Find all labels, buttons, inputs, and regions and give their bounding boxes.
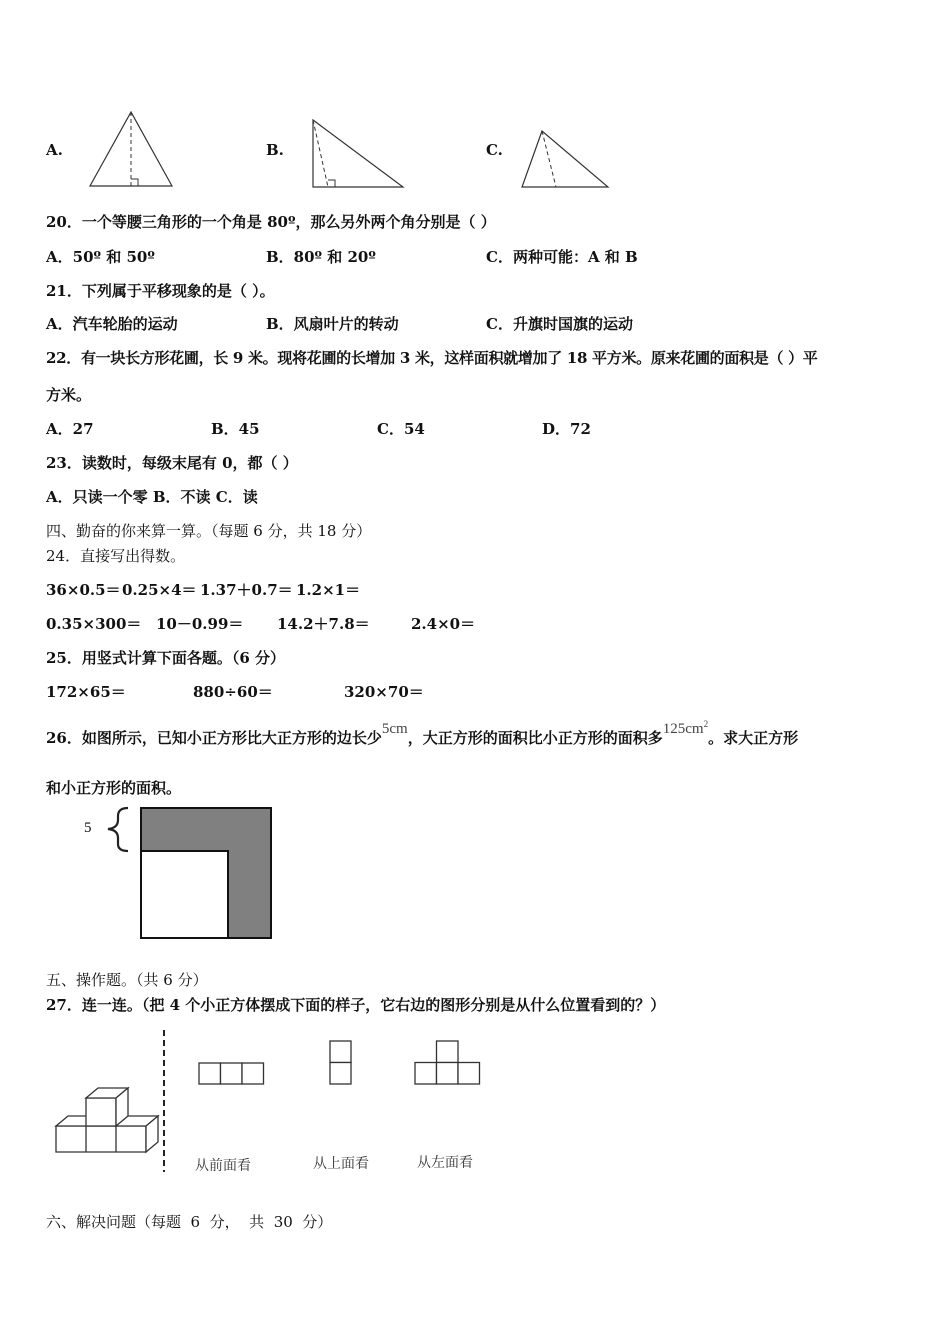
section5-title: 五、操作题。（共 6 分） xyxy=(46,971,208,989)
q27-view-left xyxy=(414,1040,482,1086)
small-square xyxy=(141,851,228,938)
q26-value-125cm-exp: 2 xyxy=(703,719,709,729)
q25-expr: 880÷60＝ xyxy=(193,683,273,701)
q24-expr: 2.4×0＝ xyxy=(411,615,476,633)
q26-figure-label-5: 5 xyxy=(84,820,92,836)
q19-triangle-a xyxy=(88,110,174,190)
q26-text-part2: ，大正方形的面积比小正方形的面积多 xyxy=(407,729,663,747)
q25-expr: 320×70＝ xyxy=(344,683,424,701)
q21-option-c: C．升旗时国旗的运动 xyxy=(486,315,633,333)
q26-stem-line2: 和小正方形的面积。 xyxy=(46,779,182,797)
q27-label-left: 从左面看 xyxy=(417,1155,473,1171)
q22-stem-line2: 方米。 xyxy=(46,386,92,404)
q23-stem: 23．读数时，每级末尾有 0，都（ ） xyxy=(46,454,298,472)
q24-expr: 1.2×1＝ xyxy=(296,581,361,599)
q27-view-front xyxy=(198,1062,266,1086)
q20-stem: 20．一个等腰三角形的一个角是 80º，那么另外两个角分别是（ ） xyxy=(46,213,496,231)
q26-value-125cm-base: 125cm xyxy=(662,721,704,737)
q20-option-a: A．50º 和 50º xyxy=(46,248,155,266)
section6-title: 六、解决问题（每题 6 分， 共 30 分） xyxy=(46,1213,333,1231)
q19-triangle-c xyxy=(520,128,612,190)
q24-expr: 0.25×4＝ xyxy=(122,581,197,599)
q27-stem: 27．连一连。（把 4 个小正方体摆成下面的样子，它右边的图形分别是从什么位置看到的？） xyxy=(46,996,666,1014)
q22-option-c: C．54 xyxy=(377,420,425,438)
q24-stem: 24．直接写出得数。 xyxy=(46,547,186,565)
q27-label-front: 从前面看 xyxy=(195,1158,251,1174)
q24-expr: 36×0.5＝ xyxy=(46,581,121,599)
q25-stem: 25．用竖式计算下面各题。（6 分） xyxy=(46,649,286,667)
q19-triangle-b xyxy=(310,118,406,190)
q27-view-top xyxy=(329,1040,353,1086)
q24-expr: 1.37＋0.7＝ xyxy=(200,581,293,599)
q25-expr: 172×65＝ xyxy=(46,683,126,701)
q24-expr: 0.35×300＝ xyxy=(46,615,142,633)
q26-stem-line1 xyxy=(46,719,799,748)
q26-value-5cm: 5cm xyxy=(381,721,408,737)
brace-icon xyxy=(108,808,128,851)
q26-figure xyxy=(100,806,276,942)
q20-option-c: C．两种可能：A 和 B xyxy=(486,248,638,266)
q26-text-part1: 26．如图所示，已知小正方形比大正方形的边长少 xyxy=(46,729,382,747)
q19-option-b-label: B. xyxy=(266,141,284,159)
q20-option-b: B．80º 和 20º xyxy=(266,248,376,266)
q27-dashed-divider xyxy=(160,1030,168,1172)
q21-option-a: A．汽车轮胎的运动 xyxy=(46,315,178,333)
section4-title: 四、勤奋的你来算一算。（每题 6 分，共 18 分） xyxy=(46,522,372,540)
q19-option-a-label: A. xyxy=(46,141,63,159)
q22-stem-line1: 22．有一块长方形花圃，长 9 米。现将花圃的长增加 3 米，这样面积就增加了 18 平方米。原来花圃的面积是（ ）平 xyxy=(46,349,818,367)
q23-options: A．只读一个零 B．不读 C．读 xyxy=(46,488,258,506)
q24-expr: 10－0.99＝ xyxy=(156,615,244,633)
q22-option-b: B．45 xyxy=(211,420,260,438)
q27-label-top: 从上面看 xyxy=(313,1156,369,1172)
q22-option-d: D．72 xyxy=(542,420,591,438)
q26-value-125cm xyxy=(663,721,708,737)
q27-cube-stack xyxy=(50,1080,154,1160)
q21-option-b: B．风扇叶片的转动 xyxy=(266,315,399,333)
q19-option-c-label: C. xyxy=(486,141,503,159)
q21-stem: 21．下列属于平移现象的是（ ）。 xyxy=(46,282,275,300)
q24-expr: 14.2＋7.8＝ xyxy=(277,615,370,633)
q26-text-part3: 。求大正方形 xyxy=(708,729,799,747)
q22-option-a: A．27 xyxy=(46,420,94,438)
